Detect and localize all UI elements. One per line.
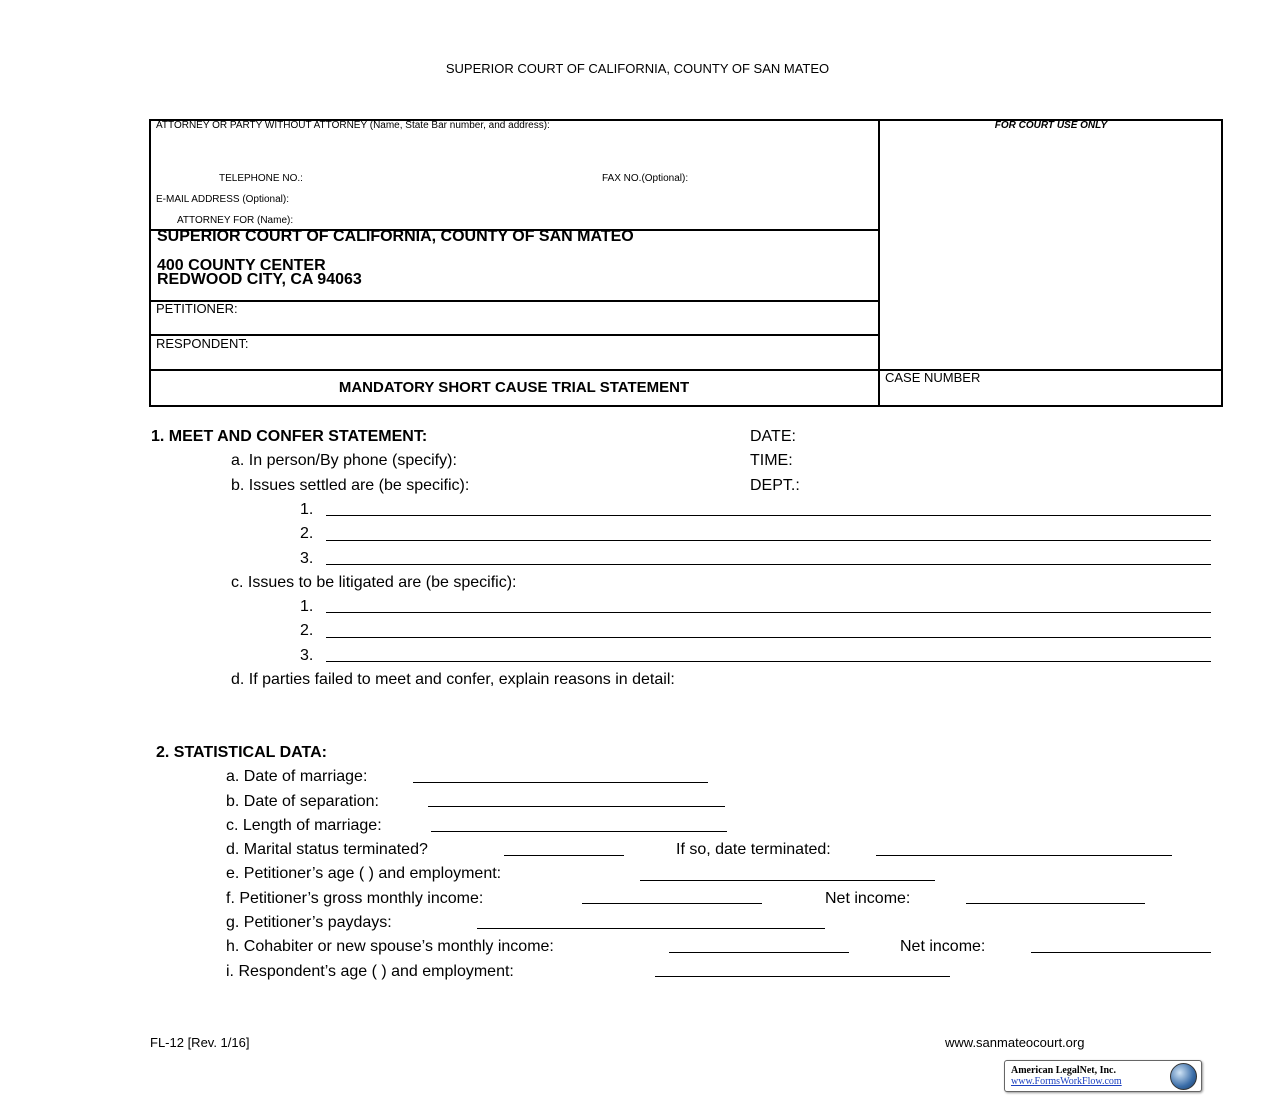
form-title: MANDATORY SHORT CAUSE TRIAL STATEMENT — [338, 379, 690, 396]
litigated-item-number: 1. — [300, 598, 314, 615]
cohabiter-income-label: h. Cohabiter or new spouse’s monthly income: — [226, 938, 554, 955]
petitioner-net-income-line[interactable] — [966, 903, 1145, 904]
page-header-court-title: SUPERIOR COURT OF CALIFORNIA, COUNTY OF SAN MATEO — [445, 61, 830, 76]
fax-label: FAX NO.(Optional): — [602, 173, 689, 184]
date-of-separation-line[interactable] — [428, 806, 725, 807]
court-website: www.sanmateocourt.org — [945, 1035, 1085, 1050]
settled-issue-3-line[interactable] — [326, 564, 1211, 565]
issues-settled-label: b. Issues settled are (be specific): — [231, 477, 470, 494]
court-use-label: FOR COURT USE ONLY — [994, 120, 1108, 131]
issues-litigated-label: c. Issues to be litigated are (be specific): — [231, 574, 517, 591]
caption-rule-petitioner — [149, 300, 879, 302]
petitioner-gross-income-label: f. Petitioner’s gross monthly income: — [226, 890, 484, 907]
litigated-item-number: 3. — [300, 647, 314, 664]
attorney-for-label: ATTORNEY FOR (Name): — [177, 215, 294, 226]
date-terminated-label: If so, date terminated: — [676, 841, 831, 858]
litigated-item-number: 2. — [300, 622, 314, 639]
date-of-marriage-line[interactable] — [413, 782, 708, 783]
vendor-logo[interactable] — [1004, 1060, 1202, 1092]
petitioner-paydays-label: g. Petitioner’s paydays: — [226, 914, 392, 931]
court-name: SUPERIOR COURT OF CALIFORNIA, COUNTY OF SAN MATEO — [157, 228, 634, 245]
date-of-separation-label: b. Date of separation: — [226, 793, 379, 810]
length-of-marriage-line[interactable] — [431, 831, 727, 832]
marital-status-label: d. Marital status terminated? — [226, 841, 428, 858]
date-of-marriage-label: a. Date of marriage: — [226, 768, 368, 785]
petitioner-gross-income-line[interactable] — [582, 903, 762, 904]
cohabiter-net-income-line[interactable] — [1031, 952, 1211, 953]
marital-status-line[interactable] — [504, 855, 624, 856]
respondent-age-label: i. Respondent’s age ( ) and employment: — [226, 963, 514, 980]
petitioner-employment-line[interactable] — [640, 880, 935, 881]
petitioner-net-income-label: Net income: — [825, 890, 911, 907]
section2-heading: 2. STATISTICAL DATA: — [156, 744, 327, 761]
cohabiter-income-line[interactable] — [669, 952, 849, 953]
telephone-label: TELEPHONE NO.: — [219, 173, 303, 184]
date-label: DATE: — [750, 428, 796, 445]
length-of-marriage-label: c. Length of marriage: — [226, 817, 382, 834]
settled-issue-2-line[interactable] — [326, 540, 1211, 541]
case-number-label: CASE NUMBER — [885, 370, 981, 385]
litigated-issue-2-line[interactable] — [326, 637, 1211, 638]
settled-item-number: 2. — [300, 525, 314, 542]
caption-rule-respondent — [149, 334, 879, 336]
caption-rule-title — [149, 369, 1223, 371]
dept-label: DEPT.: — [750, 477, 800, 494]
respondent-employment-line[interactable] — [655, 976, 950, 977]
petitioner-paydays-line[interactable] — [477, 928, 825, 929]
form-number: FL-12 [Rev. 1/16] — [150, 1035, 250, 1050]
attorney-label: ATTORNEY OR PARTY WITHOUT ATTORNEY (Name, State Bar number, and address): — [156, 120, 550, 131]
in-person-label: a. In person/By phone (specify): — [231, 452, 457, 469]
petitioner-age-label: e. Petitioner’s age ( ) and employment: — [226, 865, 502, 882]
failed-to-confer-label: d. If parties failed to meet and confer, explain reasons in detail: — [231, 671, 675, 688]
section1-heading: 1. MEET AND CONFER STATEMENT: — [151, 428, 428, 445]
litigated-issue-3-line[interactable] — [326, 661, 1211, 662]
court-address-city: REDWOOD CITY, CA 94063 — [157, 271, 362, 288]
respondent-label: RESPONDENT: — [156, 336, 249, 351]
litigated-issue-1-line[interactable] — [326, 612, 1211, 613]
settled-item-number: 1. — [300, 501, 314, 518]
petitioner-label: PETITIONER: — [156, 301, 238, 316]
caption-divider — [878, 119, 880, 407]
date-terminated-line[interactable] — [876, 855, 1172, 856]
email-label: E-MAIL ADDRESS (Optional): — [156, 194, 290, 205]
cohabiter-net-income-label: Net income: — [900, 938, 986, 955]
settled-item-number: 3. — [300, 550, 314, 567]
vendor-url[interactable]: www.FormsWorkFlow.com — [1011, 1076, 1122, 1087]
time-label: TIME: — [750, 452, 793, 469]
globe-icon — [1170, 1063, 1197, 1090]
settled-issue-1-line[interactable] — [326, 515, 1211, 516]
vendor-name: American LegalNet, Inc. — [1011, 1065, 1116, 1076]
court-address-street: 400 COUNTY CENTER — [157, 257, 326, 274]
